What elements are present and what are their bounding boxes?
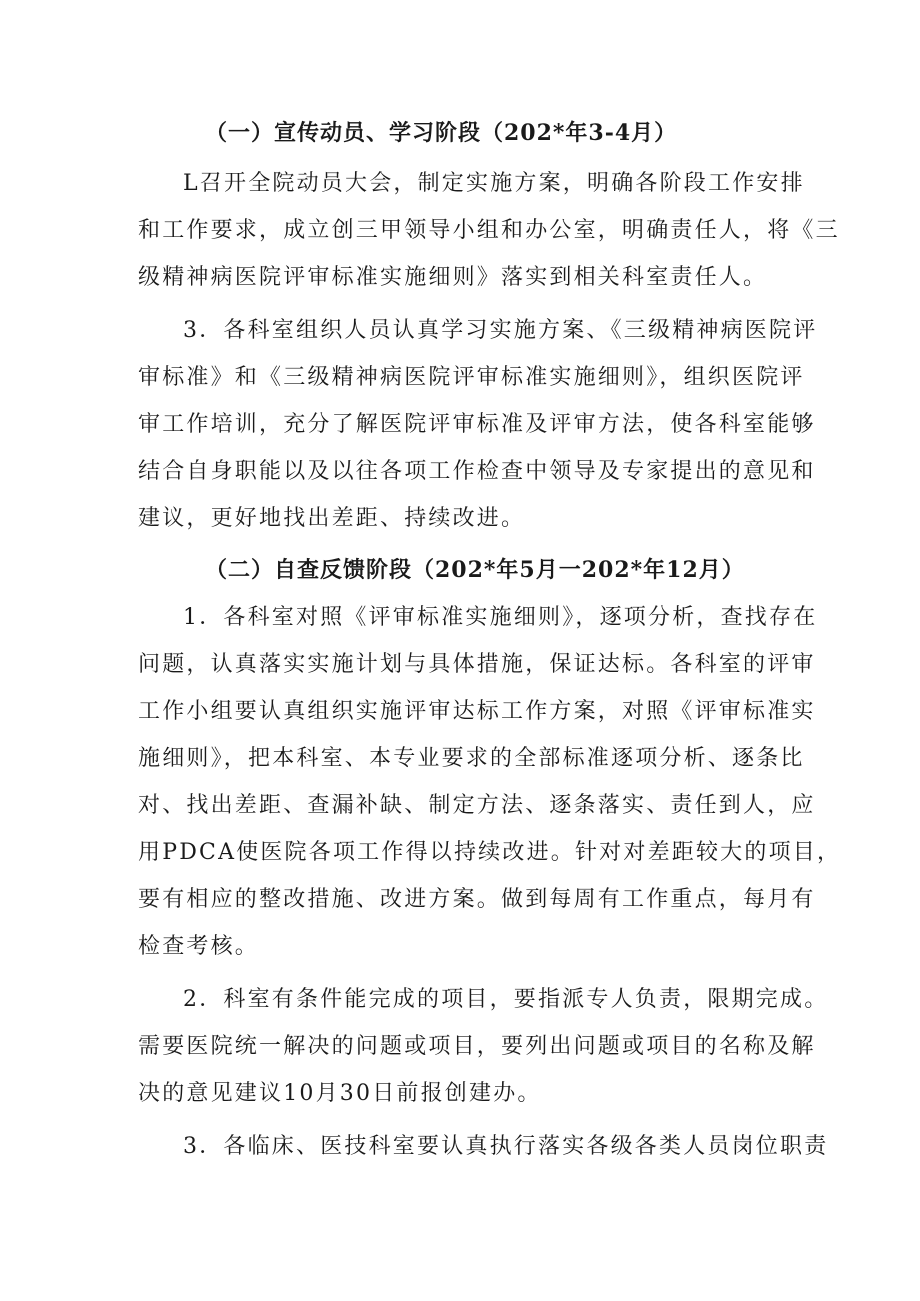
paragraph-line: 需要医院统一解决的问题或项目，要列出问题或项目的名称及解	[138, 1034, 816, 1059]
paragraph-line: 审工作培训，充分了解医院评审标准及评审方法，使各科室能够	[138, 412, 816, 437]
paragraph-line: L召开全院动员大会，制定实施方案，明确各阶段工作安排	[183, 171, 805, 196]
paragraph-line: 要有相应的整改措施、改进方案。做到每周有工作重点，每月有	[138, 887, 816, 912]
paragraph-line: 和工作要求，成立创三甲领导小组和办公室，明确责任人，将《三	[138, 218, 840, 243]
paragraph-line: 3．各科室组织人员认真学习实施方案、《三级精神病医院评	[183, 318, 818, 343]
paragraph-line: 1．各科室对照《评审标准实施细则》，逐项分析，查找存在	[183, 605, 818, 630]
paragraph-line: 2．科室有条件能完成的项目，要指派专人负责，限期完成。	[183, 987, 829, 1012]
paragraph-line: 结合自身职能以及以往各项工作检查中领导及专家提出的意见和	[138, 459, 816, 484]
paragraph-line: 决的意见建议10月30日前报创建办。	[138, 1081, 542, 1106]
paragraph-line: 审标准》和《三级精神病医院评审标准实施细则》，组织医院评	[138, 365, 805, 390]
section-heading: （一）宣传动员、学习阶段（202*年3-4月）	[205, 120, 678, 146]
paragraph-line: 用PDCA使医院各项工作得以持续改进。针对对差距较大的项目，	[138, 840, 842, 865]
paragraph-line: 问题，认真落实实施计划与具体措施，保证达标。各科室的评审	[138, 652, 816, 677]
paragraph-line: 施细则》，把本科室、本专业要求的全部标准逐项分析、逐条比	[138, 746, 805, 771]
paragraph-line: 工作小组要认真组织实施评审达标工作方案，对照《评审标准实	[138, 699, 816, 724]
section-heading: （二）自查反馈阶段（202*年5月一202*年12月）	[205, 557, 745, 583]
paragraph-line: 建议，更好地找出差距、持续改进。	[138, 506, 526, 531]
paragraph-line: 检查考核。	[138, 934, 260, 959]
paragraph-line: 3．各临床、医技科室要认真执行落实各级各类人员岗位职责	[183, 1134, 829, 1159]
paragraph-line: 级精神病医院评审标准实施细则》落实到相关科室责任人。	[138, 265, 768, 290]
paragraph-line: 对、找出差距、查漏补缺、制定方法、逐条落实、责任到人，应	[138, 793, 816, 818]
